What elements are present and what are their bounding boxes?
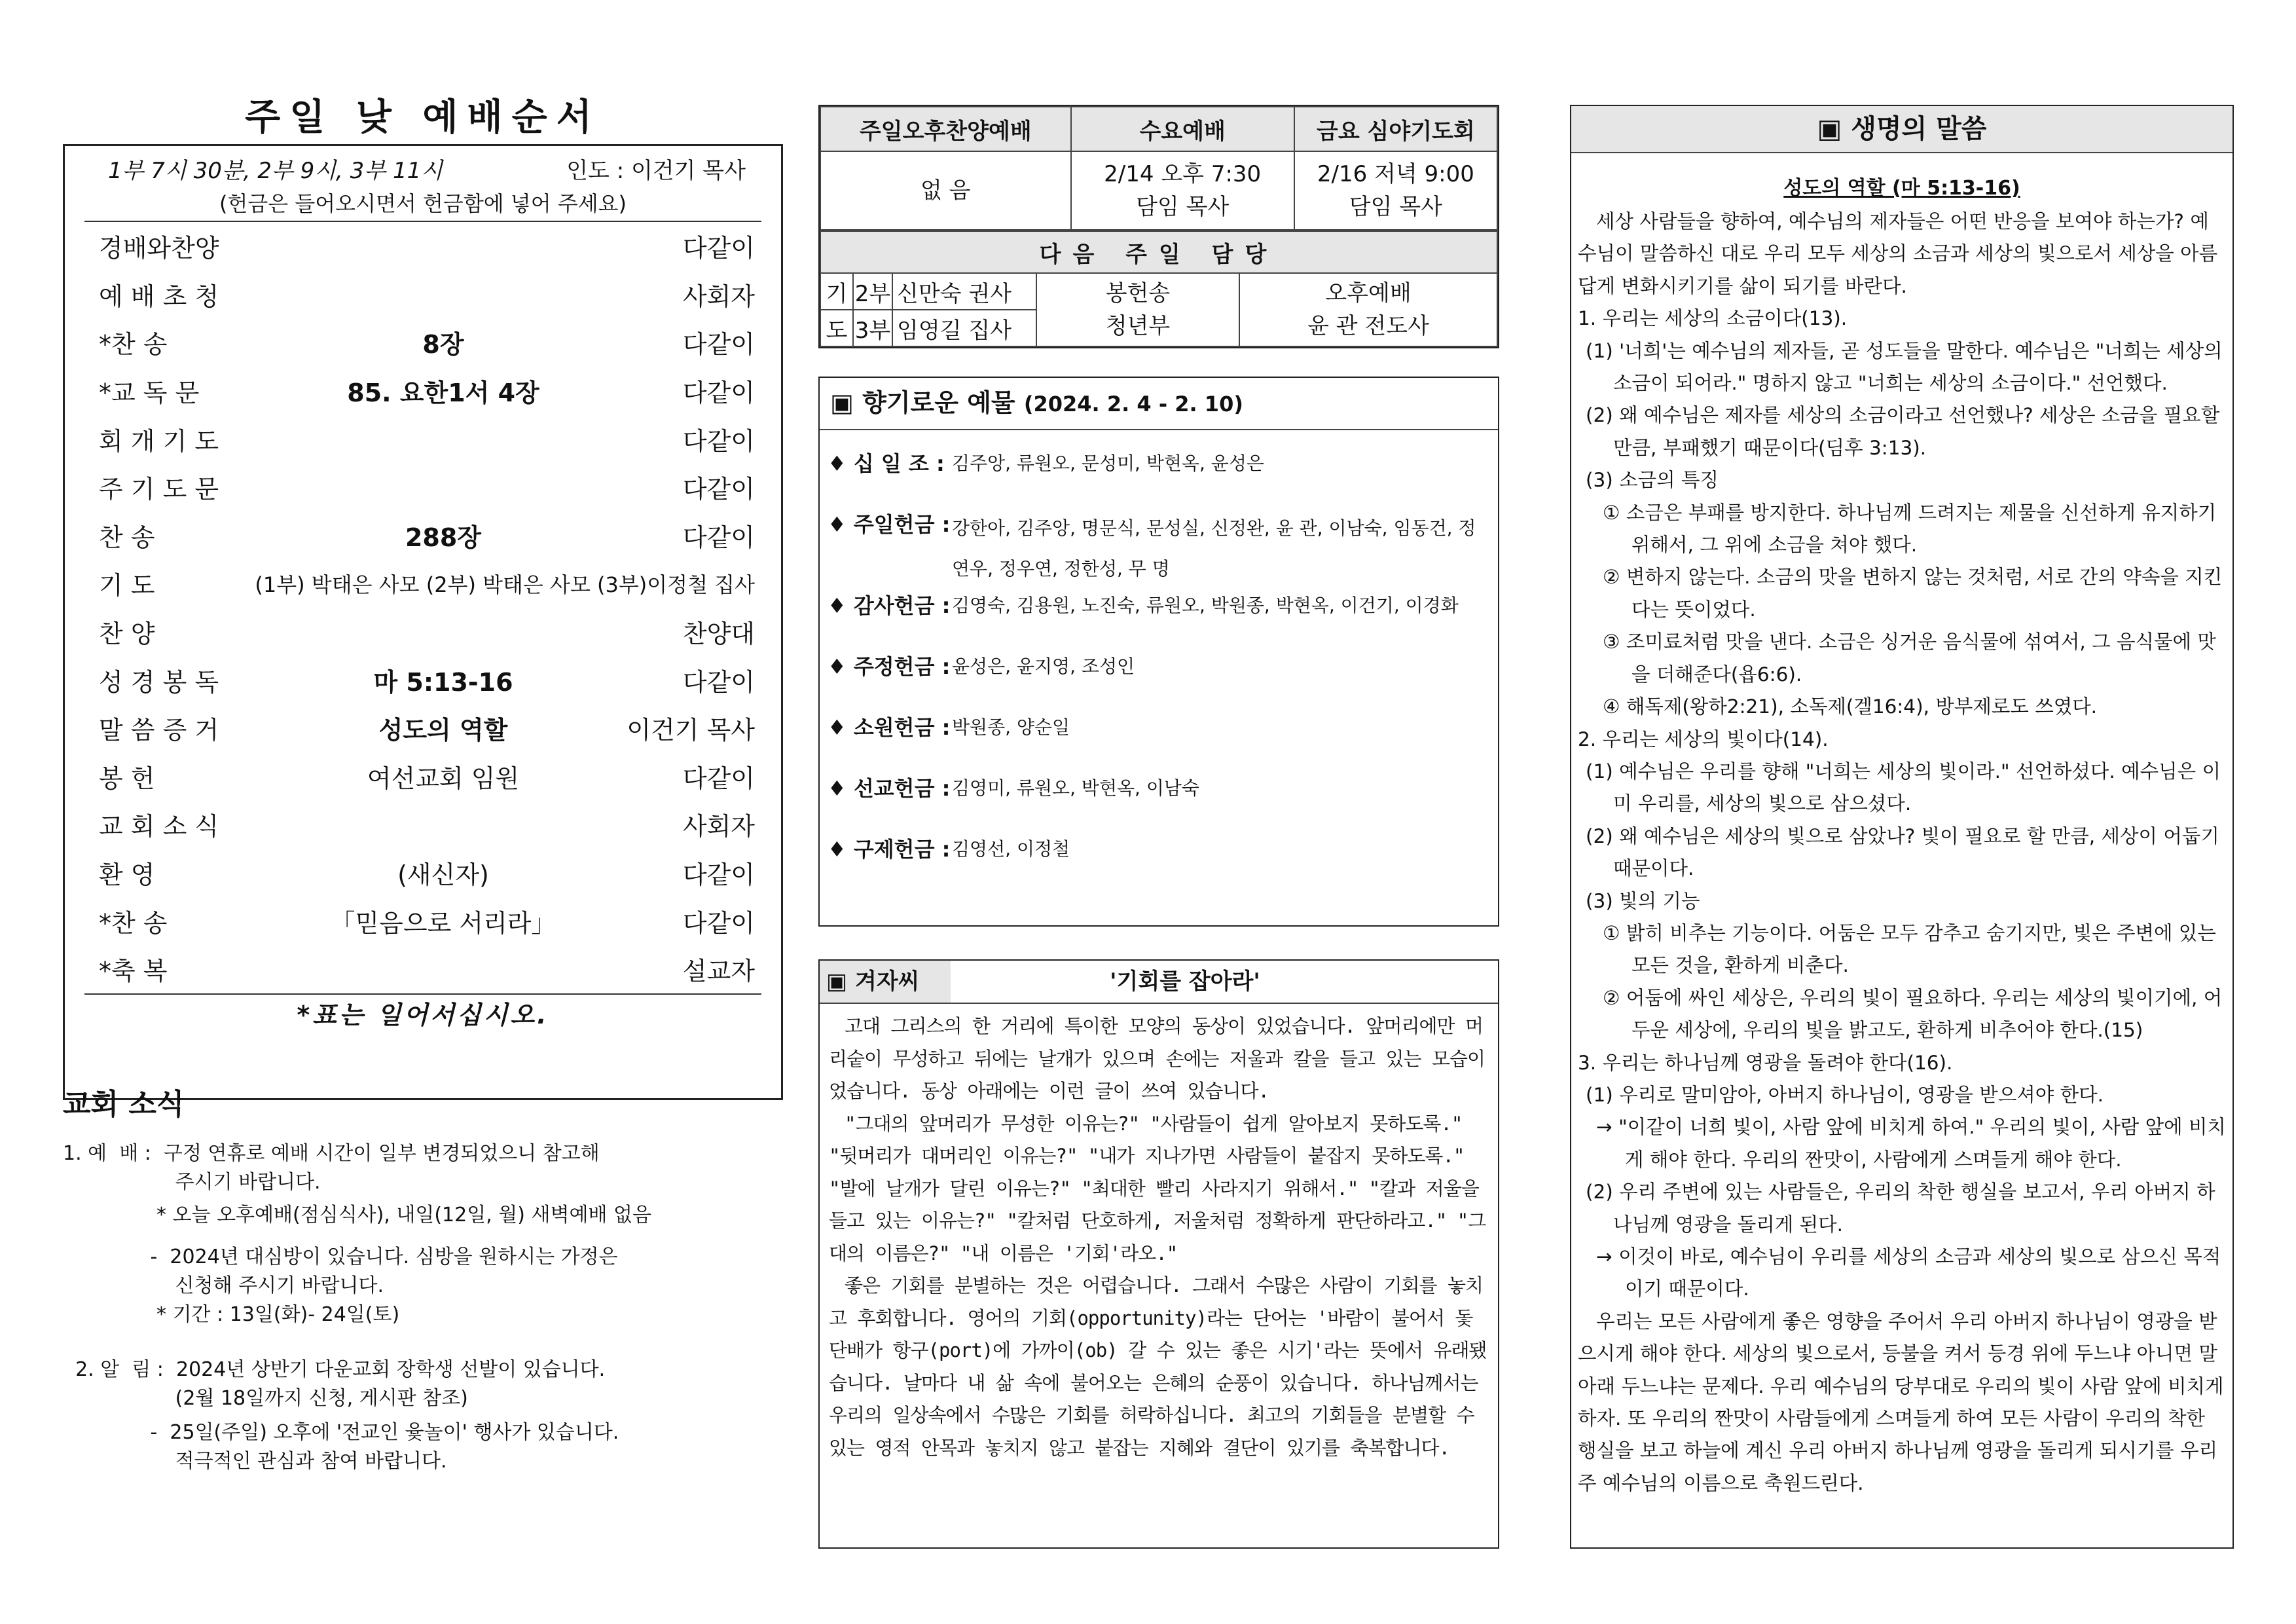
diamond-icon: ♦ [828, 593, 854, 618]
worship-order-title: 주일 낮 예배순서 [245, 96, 601, 139]
order-row: 교 회 소 식 사회자 [99, 812, 755, 841]
sermon-subpoint: (1) '너희'는 예수님의 제자들, 곧 성도들을 말한다. 예수님은 "너희는 세상의 소금이 되어라." 명하지 않고 "너희는 세상의 소금이다." 선언했다. [1586, 339, 2223, 395]
sermon-subpoint: (2) 왜 예수님은 제자를 세상의 소금이라고 선언했나? 세상은 소금을 필요할 만큼, 부패했기 때문이다(딤후 3:13). [1586, 404, 2220, 459]
church-news [63, 1139, 783, 1476]
order-row: *찬 송 「믿음으로 서리라」 다같이 [99, 908, 755, 938]
worship-order-box [63, 144, 783, 1100]
duty-name: 신만숙 권사 [892, 273, 1036, 310]
sermon-point: 2. 우리는 세상의 빛이다(14). [1578, 728, 1829, 750]
order-row: 봉 헌 여선교회 임원 다같이 [99, 764, 755, 793]
schedule-cell: 2/14 오후 7:30 담임 목사 [1071, 151, 1294, 230]
news-line: - 2024년 대심방이 있습니다. 심방을 원하시는 가정은 [63, 1246, 618, 1268]
offering-item: ♦ 감사헌금 : 김영숙, 김용원, 노진숙, 류원오, 박원종, 박현옥, 이건기, 이경화 [828, 593, 1459, 618]
sermon-outro: 우리는 모든 사람에게 좋은 영향을 주어서 우리 아버지 하나님이 영광을 받으시게 해야 한다. 세상의 빛으로서, 등불을 켜서 등경 위에 두느냐 아니면 말 아래 두느냐는 문제다. 우리 예수님의 당부대로 우리의 빛이 사람 앞에 비치게 하자. 또 우리의 짠맛이 사람들에게 스며들게 하여 모든 사람이 우리의 착한 행실을 보고 하늘에 계신 우리 아버지 하나님께 영광을 돌리게 되시기를 우리 주 예수님의 이름으로 축원드린다. [1578, 1310, 2224, 1494]
schedule-table [818, 105, 1499, 348]
sermon-body [1571, 206, 2232, 1500]
next-duty-title: 다음 주일 담당 [820, 231, 1497, 273]
schedule-header: 금요 심야기도회 [1294, 107, 1497, 151]
order-row: 환 영 (새신자) 다같이 [99, 860, 755, 890]
sermon-item: ② 어둠에 싸인 세상은, 우리의 빛이 필요하다. 우리는 세상의 빛이기에, 어두운 세상에, 우리의 빛을 밝고도, 환하게 비추어야 한다.(15) [1603, 986, 2223, 1042]
news-line: 신청해 주시기 바랍니다. [63, 1274, 384, 1297]
news-spacer [63, 1329, 783, 1356]
word-of-life-section [1570, 105, 2234, 1549]
sermon-subpoint: (2) 우리 주변에 있는 사람들은, 우리의 착한 행실을 보고서, 우리 아버지 하나님께 영광을 돌리게 된다. [1586, 1181, 2215, 1236]
offering-item: ♦ 소원헌금 : 박원종, 양순일 [828, 715, 1070, 740]
church-news-title: 교회 소식 [63, 1088, 185, 1121]
news-line: 적극적인 관심과 참여 바랍니다. [63, 1450, 447, 1473]
sermon-item: ④ 해독제(왕하2:21), 소독제(겔16:4), 방부제로도 쓰였다. [1603, 695, 2098, 718]
news-line: 2. 알 림 : 2024년 상반기 다운교회 장학생 선발이 있습니다. [63, 1358, 606, 1381]
stand-note: *표는 일어서십시오. [84, 993, 761, 1037]
sermon-item: ① 밝히 비추는 기능이다. 어둠은 모두 감추고 숨기지만, 빛은 주변에 있는 모든 것을, 환하게 비춘다. [1603, 921, 2216, 977]
order-row: *축 복 설교자 [99, 957, 755, 986]
sermon-item: → 이것이 바로, 예수님이 우리를 세상의 소금과 세상의 빛으로 삼으신 목적이기 때문이다. [1596, 1246, 2221, 1301]
service-leader: 인도 : 이건기 목사 [566, 158, 746, 184]
service-times-row [84, 153, 761, 189]
offering-section [818, 377, 1499, 927]
offering-item: ♦ 주일헌금 : 강한아, 김주앙, 명문식, 문성실, 신정완, 윤 관, 이남숙, 임동건, 정연우, 정우연, 정한성, 무 명 [828, 512, 1476, 580]
order-row: 찬 송 288장 다같이 [99, 523, 755, 552]
order-row: 회 개 기 도 다같이 [99, 426, 755, 456]
mustard-body [820, 1004, 1498, 1464]
duty-part: 3부 [853, 310, 892, 346]
sermon-point: 1. 우리는 세상의 소금이다(13). [1578, 307, 1848, 330]
mustard-paragraph: 좋은 기회를 분별하는 것은 어렵습니다. 그래서 수많은 사람이 기회를 놓치고 후회합니다. 영어의 기회(opportunity)라는 단어는 '바람이 불어서 돛단배가 항구(port)에 가까이(ob) 갈 수 있는 좋은 시기'라는 뜻에서 유래됐습니다. 날마다 내 삶 속에 불어오는 은혜의 순풍이 있습니다. 하나님께서는 우리의 일상속에서 수많은 기회를 허락하십니다. 최고의 기회들을 분별할 수 있는 영적 안목과 놓치지 않고 붙잡는 지혜와 결단이 있기를 축복합니다. [829, 1274, 1487, 1459]
offering-title: 향기로운 예물 [862, 388, 1015, 417]
schedule-cell: 2/16 저녁 9:00 담임 목사 [1294, 151, 1497, 230]
sermon-subpoint: (3) 빛의 기능 [1586, 889, 1700, 912]
sermon-item: ② 변하지 않는다. 소금의 맛을 변하지 않는 것처럼, 서로 간의 약속을 지킨다는 뜻이었다. [1603, 566, 2223, 621]
news-line: (2월 18일까지 신청, 게시판 참조) [63, 1387, 468, 1410]
schedule-cell: 없 음 [820, 151, 1071, 230]
news-line: * 오늘 오후예배(점심식사), 내일(12일, 월) 새벽예배 없음 [63, 1204, 651, 1227]
diamond-icon: ♦ [828, 512, 854, 537]
evening-service: 오후예배 윤 관 전도사 [1239, 273, 1497, 346]
diamond-icon: ♦ [828, 451, 854, 476]
offering-note: (헌금은 들어오시면서 헌금함에 넣어 주세요) [84, 189, 761, 222]
sermon-item: ③ 조미료처럼 맛을 낸다. 소금은 싱거운 음식물에 섞여서, 그 음식물에 맛을 더해준다(욥6:6). [1603, 631, 2216, 686]
sermon-subpoint: (2) 왜 예수님은 세상의 빛으로 삼았나? 빛이 필요로 할 만큼, 세상이 어둡기 때문이다. [1586, 824, 2219, 880]
order-row: 주 기 도 문 다같이 [99, 475, 755, 504]
sermon-subpoint: (1) 우리로 말미암아, 아버지 하나님이, 영광을 받으셔야 한다. [1586, 1083, 2104, 1106]
schedule-header: 주일오후찬양예배 [820, 107, 1071, 151]
diamond-icon: ♦ [828, 654, 854, 679]
order-row: *교 독 문 85. 요한1서 4장 다같이 [99, 378, 755, 408]
offering-item: ♦ 선교헌금 : 김영미, 류원오, 박현옥, 이남숙 [828, 776, 1199, 801]
news-line: * 기간 : 13일(화)- 24일(토) [63, 1303, 400, 1326]
duty-group: 도 [820, 310, 853, 346]
offering-item: ♦ 구제헌금 : 김영선, 이정철 [828, 837, 1070, 862]
mustard-header [820, 961, 1498, 1004]
offering-list [820, 430, 1498, 894]
order-row: *찬 송 8장 다같이 [99, 330, 755, 360]
square-icon: ▣ [826, 969, 855, 995]
sermon-subpoint: (1) 예수님은 우리를 향해 "너희는 세상의 빛이라." 선언하셨다. 예수님은 이미 우리를, 세상의 빛으로 삼으셨다. [1586, 760, 2221, 815]
square-icon: ▣ [830, 388, 854, 417]
sermon-subtitle: 성도의 역할 (마 5:13-16) [1783, 177, 2020, 200]
mustard-title: '기회를 잡아라' [1110, 969, 1260, 995]
order-row: 찬 양 찬양대 [99, 619, 755, 649]
news-line: - 25일(주일) 오후에 '전교인 윷놀이' 행사가 있습니다. [63, 1421, 619, 1444]
order-row: 예 배 초 청 사회자 [99, 282, 755, 311]
sermon-subpoint: (3) 소금의 특징 [1586, 469, 1719, 492]
offering-item: ♦ 십 일 조 : 김주앙, 류원오, 문성미, 박현옥, 윤성은 [828, 451, 1264, 476]
offering-item: ♦ 주정헌금 : 윤성은, 윤지영, 조성인 [828, 654, 1135, 679]
order-row: 기 도 (1부) 박태은 사모 (2부) 박태은 사모 (3부)이정철 집사 [99, 571, 755, 600]
sermon-point: 3. 우리는 하나님께 영광을 돌려야 한다(16). [1578, 1051, 1953, 1074]
diamond-icon: ♦ [828, 776, 854, 801]
schedule-header: 수요예배 [1071, 107, 1294, 151]
mustard-tag: 겨자씨 [854, 969, 920, 995]
mustard-paragraph: 고대 그리스의 한 거리에 특이한 모양의 동상이 있었습니다. 앞머리에만 머리숱이 무성하고 뒤에는 날개가 있으며 손에는 저울과 칼을 들고 있는 모습이었습니다. 동상 아래에는 이런 글이 쓰여 있습니다. [829, 1015, 1485, 1102]
diamond-icon: ♦ [828, 715, 854, 740]
offering-period: (2024. 2. 4 - 2. 10) [1023, 392, 1243, 416]
mustard-paragraph: "그대의 앞머리가 무성한 이유는?" "사람들이 쉽게 알아보지 못하도록." "뒷머리가 대머리인 이유는?" "내가 지나가면 사람들이 붙잡지 못하도록." "발에 날개가 달린 이유는?" "최대한 빨리 사라지기 위해서." "칼과 저울을 들고 있는 이유는?" "칼처럼 단호하게, 저울처럼 정확하게 판단하라고." "그대의 이름은?" "내 이름은 '기회'라오." [829, 1112, 1486, 1264]
mustard-seed-section [818, 959, 1499, 1549]
word-title: ▣ 생명의 말씀 [1571, 106, 2232, 153]
sermon-intro: 세상 사람들을 향하여, 예수님의 제자들은 어떤 반응을 보여야 하는가? 예수님이 말씀하신 대로 우리 모두 세상의 소금과 세상의 빛으로서 세상을 아름답게 변화시키기를 삶이 되기를 바란다. [1578, 210, 2218, 297]
duty-part: 2부 [853, 273, 892, 310]
sermon-item: → "이같이 너희 빛이, 사람 앞에 비치게 하여." 우리의 빛이, 사람 앞에 비치게 해야 한다. 우리의 짠맛이, 사람에게 스며들게 해야 한다. [1596, 1116, 2226, 1171]
duty-group: 기 [820, 273, 853, 310]
order-row: 말 씀 증 거 성도의 역할 이건기 목사 [99, 716, 755, 745]
news-line: 1. 예 배 : 구정 연휴로 예배 시간이 일부 변경되었으니 참고해 [63, 1142, 600, 1165]
news-spacer [63, 1230, 783, 1243]
service-times: 1부 7시 30분, 2부 9시, 3부 11시 [108, 158, 443, 184]
offering-header [820, 378, 1498, 430]
news-line: 주시기 바랍니다. [63, 1171, 321, 1194]
offer-song: 봉헌송 청년부 [1036, 273, 1239, 346]
sermon-item: ① 소금은 부패를 방지한다. 하나님께 드려지는 제물을 신선하게 유지하기 위해서, 그 위에 소금을 쳐야 했다. [1603, 501, 2217, 557]
order-row: 성 경 봉 독 마 5:13-16 다같이 [99, 667, 755, 697]
diamond-icon: ♦ [828, 837, 854, 862]
order-row: 경배와찬양 다같이 [99, 234, 755, 263]
worship-order-section [63, 92, 783, 1100]
duty-name: 임영길 집사 [892, 310, 1036, 346]
